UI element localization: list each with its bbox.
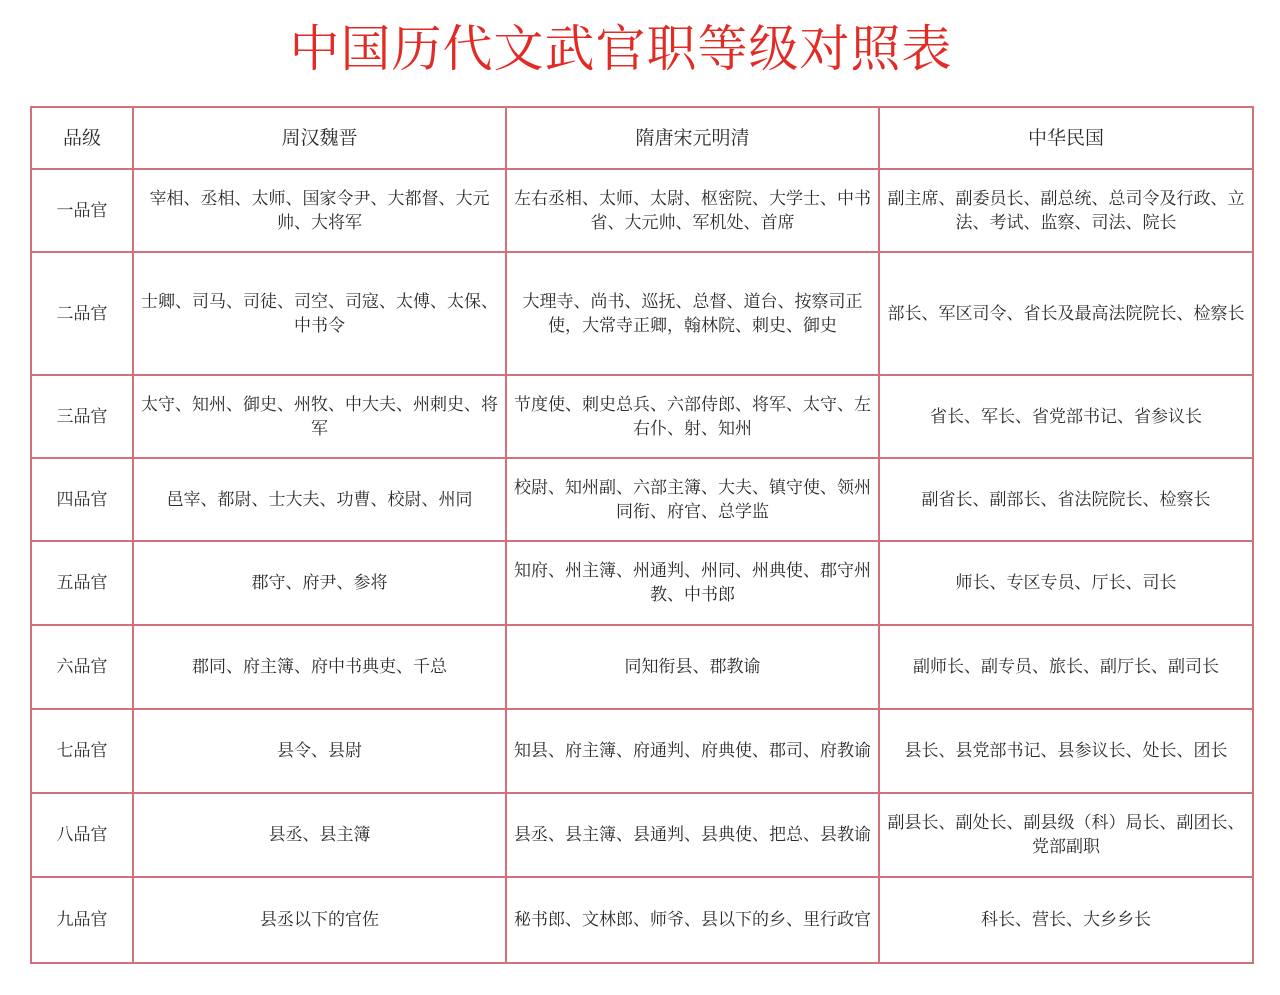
sui-tang-song-yuan-ming-qing-cell: 校尉、知州副、六部主簿、大夫、镇守使、领州同衔、府官、总学监 [506, 458, 879, 541]
table-row [31, 375, 1253, 458]
header-republic-of-china: 中华民国 [879, 107, 1253, 169]
republic-of-china-cell: 师长、专区专员、厅长、司长 [879, 541, 1253, 625]
zhou-han-wei-jin-cell: 郡守、府尹、参将 [133, 541, 506, 625]
sui-tang-song-yuan-ming-qing-cell: 知府、州主簿、州通判、州同、州典使、郡守州教、中书郎 [506, 541, 879, 625]
zhou-han-wei-jin-cell: 县令、县尉 [133, 709, 506, 793]
republic-of-china-cell: 县长、县党部书记、县参议长、处长、团长 [879, 709, 1253, 793]
zhou-han-wei-jin-cell: 太守、知州、御史、州牧、中大夫、州刺史、将军 [133, 375, 506, 458]
republic-of-china-cell: 副县长、副处长、副县级（科）局长、副团长、党部副职 [879, 793, 1253, 877]
republic-of-china-cell: 科长、营长、大乡乡长 [879, 877, 1253, 963]
zhou-han-wei-jin-cell: 宰相、丞相、太师、国家令尹、大都督、大元帅、大将军 [133, 169, 506, 252]
header-grade: 品级 [31, 107, 133, 169]
grade-cell: 九品官 [31, 877, 133, 963]
table-row [31, 458, 1253, 541]
zhou-han-wei-jin-cell: 县丞以下的官佐 [133, 877, 506, 963]
table-row [31, 252, 1253, 375]
republic-of-china-cell: 副主席、副委员长、副总统、总司令及行政、立法、考试、监察、司法、院长 [879, 169, 1253, 252]
table-header-row [31, 107, 1253, 169]
table-row [31, 541, 1253, 625]
zhou-han-wei-jin-cell: 士卿、司马、司徒、司空、司寇、太傅、太保、中书令 [133, 252, 506, 375]
republic-of-china-cell: 部长、军区司令、省长及最高法院院长、检察长 [879, 252, 1253, 375]
table-row [31, 625, 1253, 709]
sui-tang-song-yuan-ming-qing-cell: 县丞、县主簿、县通判、县典使、把总、县教谕 [506, 793, 879, 877]
zhou-han-wei-jin-cell: 县丞、县主簿 [133, 793, 506, 877]
grade-cell: 五品官 [31, 541, 133, 625]
grade-cell: 八品官 [31, 793, 133, 877]
sui-tang-song-yuan-ming-qing-cell: 秘书郎、文林郎、师爷、县以下的乡、里行政官 [506, 877, 879, 963]
table-row [31, 709, 1253, 793]
sui-tang-song-yuan-ming-qing-cell: 节度使、刺史总兵、六部侍郎、将军、太守、左右仆、射、知州 [506, 375, 879, 458]
header-zhou-han-wei-jin: 周汉魏晋 [133, 107, 506, 169]
table-row [31, 877, 1253, 963]
sui-tang-song-yuan-ming-qing-cell: 同知衔县、郡教谕 [506, 625, 879, 709]
republic-of-china-cell: 省长、军长、省党部书记、省参议长 [879, 375, 1253, 458]
page-title: 中国历代文武官职等级对照表 [289, 20, 953, 78]
grade-cell: 三品官 [31, 375, 133, 458]
grade-cell: 一品官 [31, 169, 133, 252]
grade-cell: 二品官 [31, 252, 133, 375]
sui-tang-song-yuan-ming-qing-cell: 大理寺、尚书、巡抚、总督、道台、按察司正使，大常寺正卿，翰林院、刺史、御史 [506, 252, 879, 375]
sui-tang-song-yuan-ming-qing-cell: 左右丞相、太师、太尉、枢密院、大学士、中书省、大元帅、军机处、首席 [506, 169, 879, 252]
republic-of-china-cell: 副省长、副部长、省法院院长、检察长 [879, 458, 1253, 541]
zhou-han-wei-jin-cell: 郡同、府主簿、府中书典吏、千总 [133, 625, 506, 709]
sui-tang-song-yuan-ming-qing-cell: 知县、府主簿、府通判、府典使、郡司、府教谕 [506, 709, 879, 793]
grade-cell: 六品官 [31, 625, 133, 709]
rank-comparison-table [30, 106, 1254, 964]
grade-cell: 七品官 [31, 709, 133, 793]
header-sui-tang-song-yuan-ming-qing: 隋唐宋元明清 [506, 107, 879, 169]
republic-of-china-cell: 副师长、副专员、旅长、副厅长、副司长 [879, 625, 1253, 709]
table-row [31, 169, 1253, 252]
zhou-han-wei-jin-cell: 邑宰、都尉、士大夫、功曹、校尉、州同 [133, 458, 506, 541]
grade-cell: 四品官 [31, 458, 133, 541]
table-row [31, 793, 1253, 877]
